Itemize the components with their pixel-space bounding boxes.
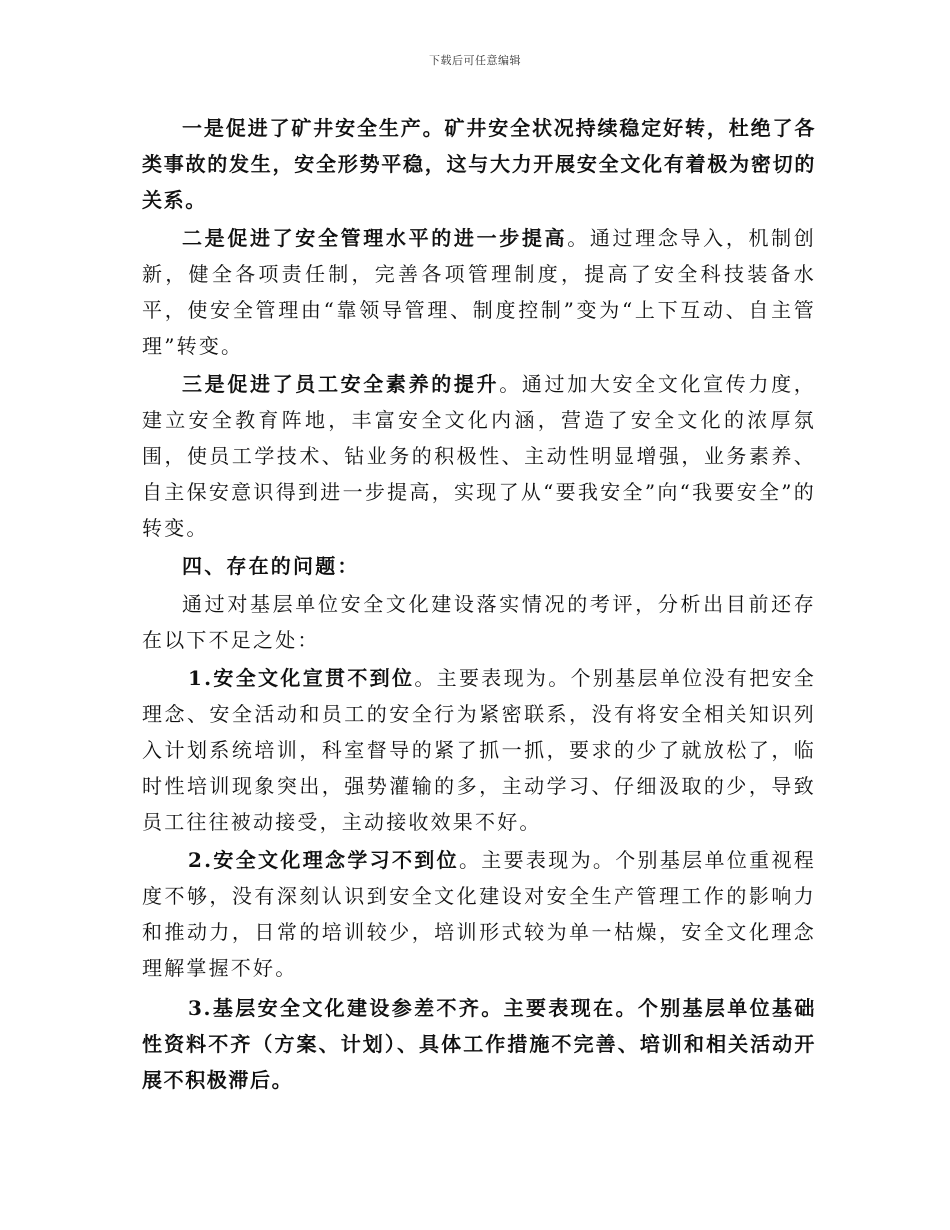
paragraph-problem-2 — [142, 842, 816, 986]
paragraph-mine-safety: 一是促进了矿井安全生产。矿井安全状况持续稳定好转，杜绝了各类事故的发生，安全形势平稳，这与大力开展安全文化有着极为密切的关系。 — [142, 116, 816, 212]
document-body — [142, 110, 816, 1098]
paragraph-staff-literacy — [142, 366, 816, 546]
paragraph-body-text: 。主要表现为。个别基层单位重视程度不够，没有深刻认识到安全文化建设对安全生产管理工作的影响力和推动力，日常的培训较少，培训形式较为单一枯燥，安全文化理念理解掌握不好。 — [142, 848, 816, 980]
paragraph-body-text: 。通过理念导入，机制创新，健全各项责任制，完善各项管理制度，提高了安全科技装备水平，使安全管理由“靠领导管理、制度控制”变为“上下互动、自主管理”转变。 — [142, 226, 816, 358]
page-header: 下载后可任意编辑 — [429, 54, 521, 67]
paragraph-lead-text: 1.安全文化宣贯不到位 — [188, 666, 415, 690]
paragraph-problems-intro: 通过对基层单位安全文化建设落实情况的考评，分析出目前还存在以下不足之处： — [142, 592, 816, 652]
paragraph-problem-1 — [142, 660, 816, 840]
paragraph-lead-text: 三是促进了员工安全素养的提升 — [182, 372, 500, 396]
paragraph-lead-text: 2.安全文化理念学习不到位 — [188, 848, 459, 872]
paragraph-body-text: 。通过加大安全文化宣传力度，建立安全教育阵地，丰富安全文化内涵，营造了安全文化的浓厚氛围，使员工学技术、钻业务的积极性、主动性明显增强，业务素养、自主保安意识得到进一步提高，实现了从“要我安全”向“我要安全”的转变。 — [142, 372, 816, 540]
section-heading-problems: 四、存在的问题： — [182, 554, 360, 578]
paragraph-body-text: 。主要表现为。个别基层单位没有把安全理念、安全活动和员工的安全行为紧密联系，没有将安全相关知识列入计划系统培训，科室督导的紧了抓一抓，要求的少了就放松了，临时性培训现象突出，强势灌输的多，主动学习、仔细汲取的少，导致员工往往被动接受，主动接收效果不好。 — [142, 666, 816, 834]
paragraph-problem-3: 3.基层安全文化建设参差不齐。主要表现在。个别基层单位基础性资料不齐（方案、计划）、具体工作措施不完善、培训和相关活动开展不积极滞后。 — [142, 996, 816, 1092]
paragraph-lead-text: 二是促进了安全管理水平的进一步提高 — [182, 226, 568, 250]
paragraph-management-level — [142, 220, 816, 364]
